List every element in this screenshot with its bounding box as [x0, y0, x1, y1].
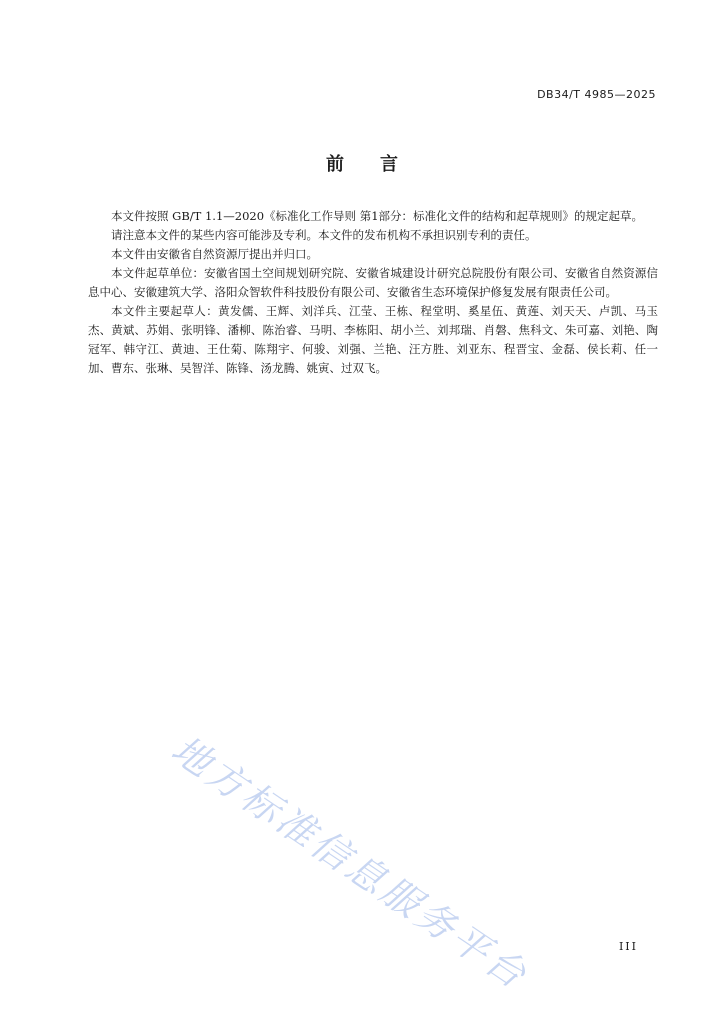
paragraph-proposer: 本文件由安徽省自然资源厅提出并归口。	[111, 247, 318, 261]
paragraph-drafting-units: 本文件起草单位：安徽省国土空间规划研究院、安徽省城建设计研究总院股份有限公司、安徽省自然资源信息中心、安徽建筑大学、洛阳众智软件科技股份有限公司、安徽省生态环境保护修复发展有限责任公司。	[88, 266, 658, 299]
title-char-1: 前	[326, 154, 344, 175]
paragraph-patent-notice: 请注意本文件的某些内容可能涉及专利。本文件的发布机构不承担识别专利的责任。	[111, 228, 537, 242]
page-number: III	[618, 940, 638, 953]
paragraph-drafters: 本文件主要起草人：黄发儒、王辉、刘洋兵、江莹、王栋、程堂明、奚星伍、黄莲、刘天天、卢凯、马玉杰、黄斌、苏娟、张明锋、潘柳、陈治睿、马明、李栋阳、胡小兰、刘邦瑞、肖磐、焦科文、朱可嘉、刘艳、陶冠军、韩守江、黄迪、王仕菊、陈翔宇、何骏、刘强、兰艳、汪方胜、刘亚东、程晋宝、金磊、侯长莉、任一加、曹东、张琳、吴智洋、陈锋、汤龙腾、姚寅、过双飞。	[88, 304, 658, 375]
foreword-body	[88, 207, 658, 378]
watermark: 地方标准信息服务平台	[163, 727, 537, 999]
title-char-2: 言	[380, 154, 398, 175]
paragraph-drafting-rules: 本文件按照 GB/T 1.1—2020《标准化工作导则 第1部分：标准化文件的结构和起草规则》的规定起草。	[111, 209, 644, 223]
document-number: DB34/T 4985—2025	[537, 88, 656, 101]
page-title	[0, 150, 724, 176]
